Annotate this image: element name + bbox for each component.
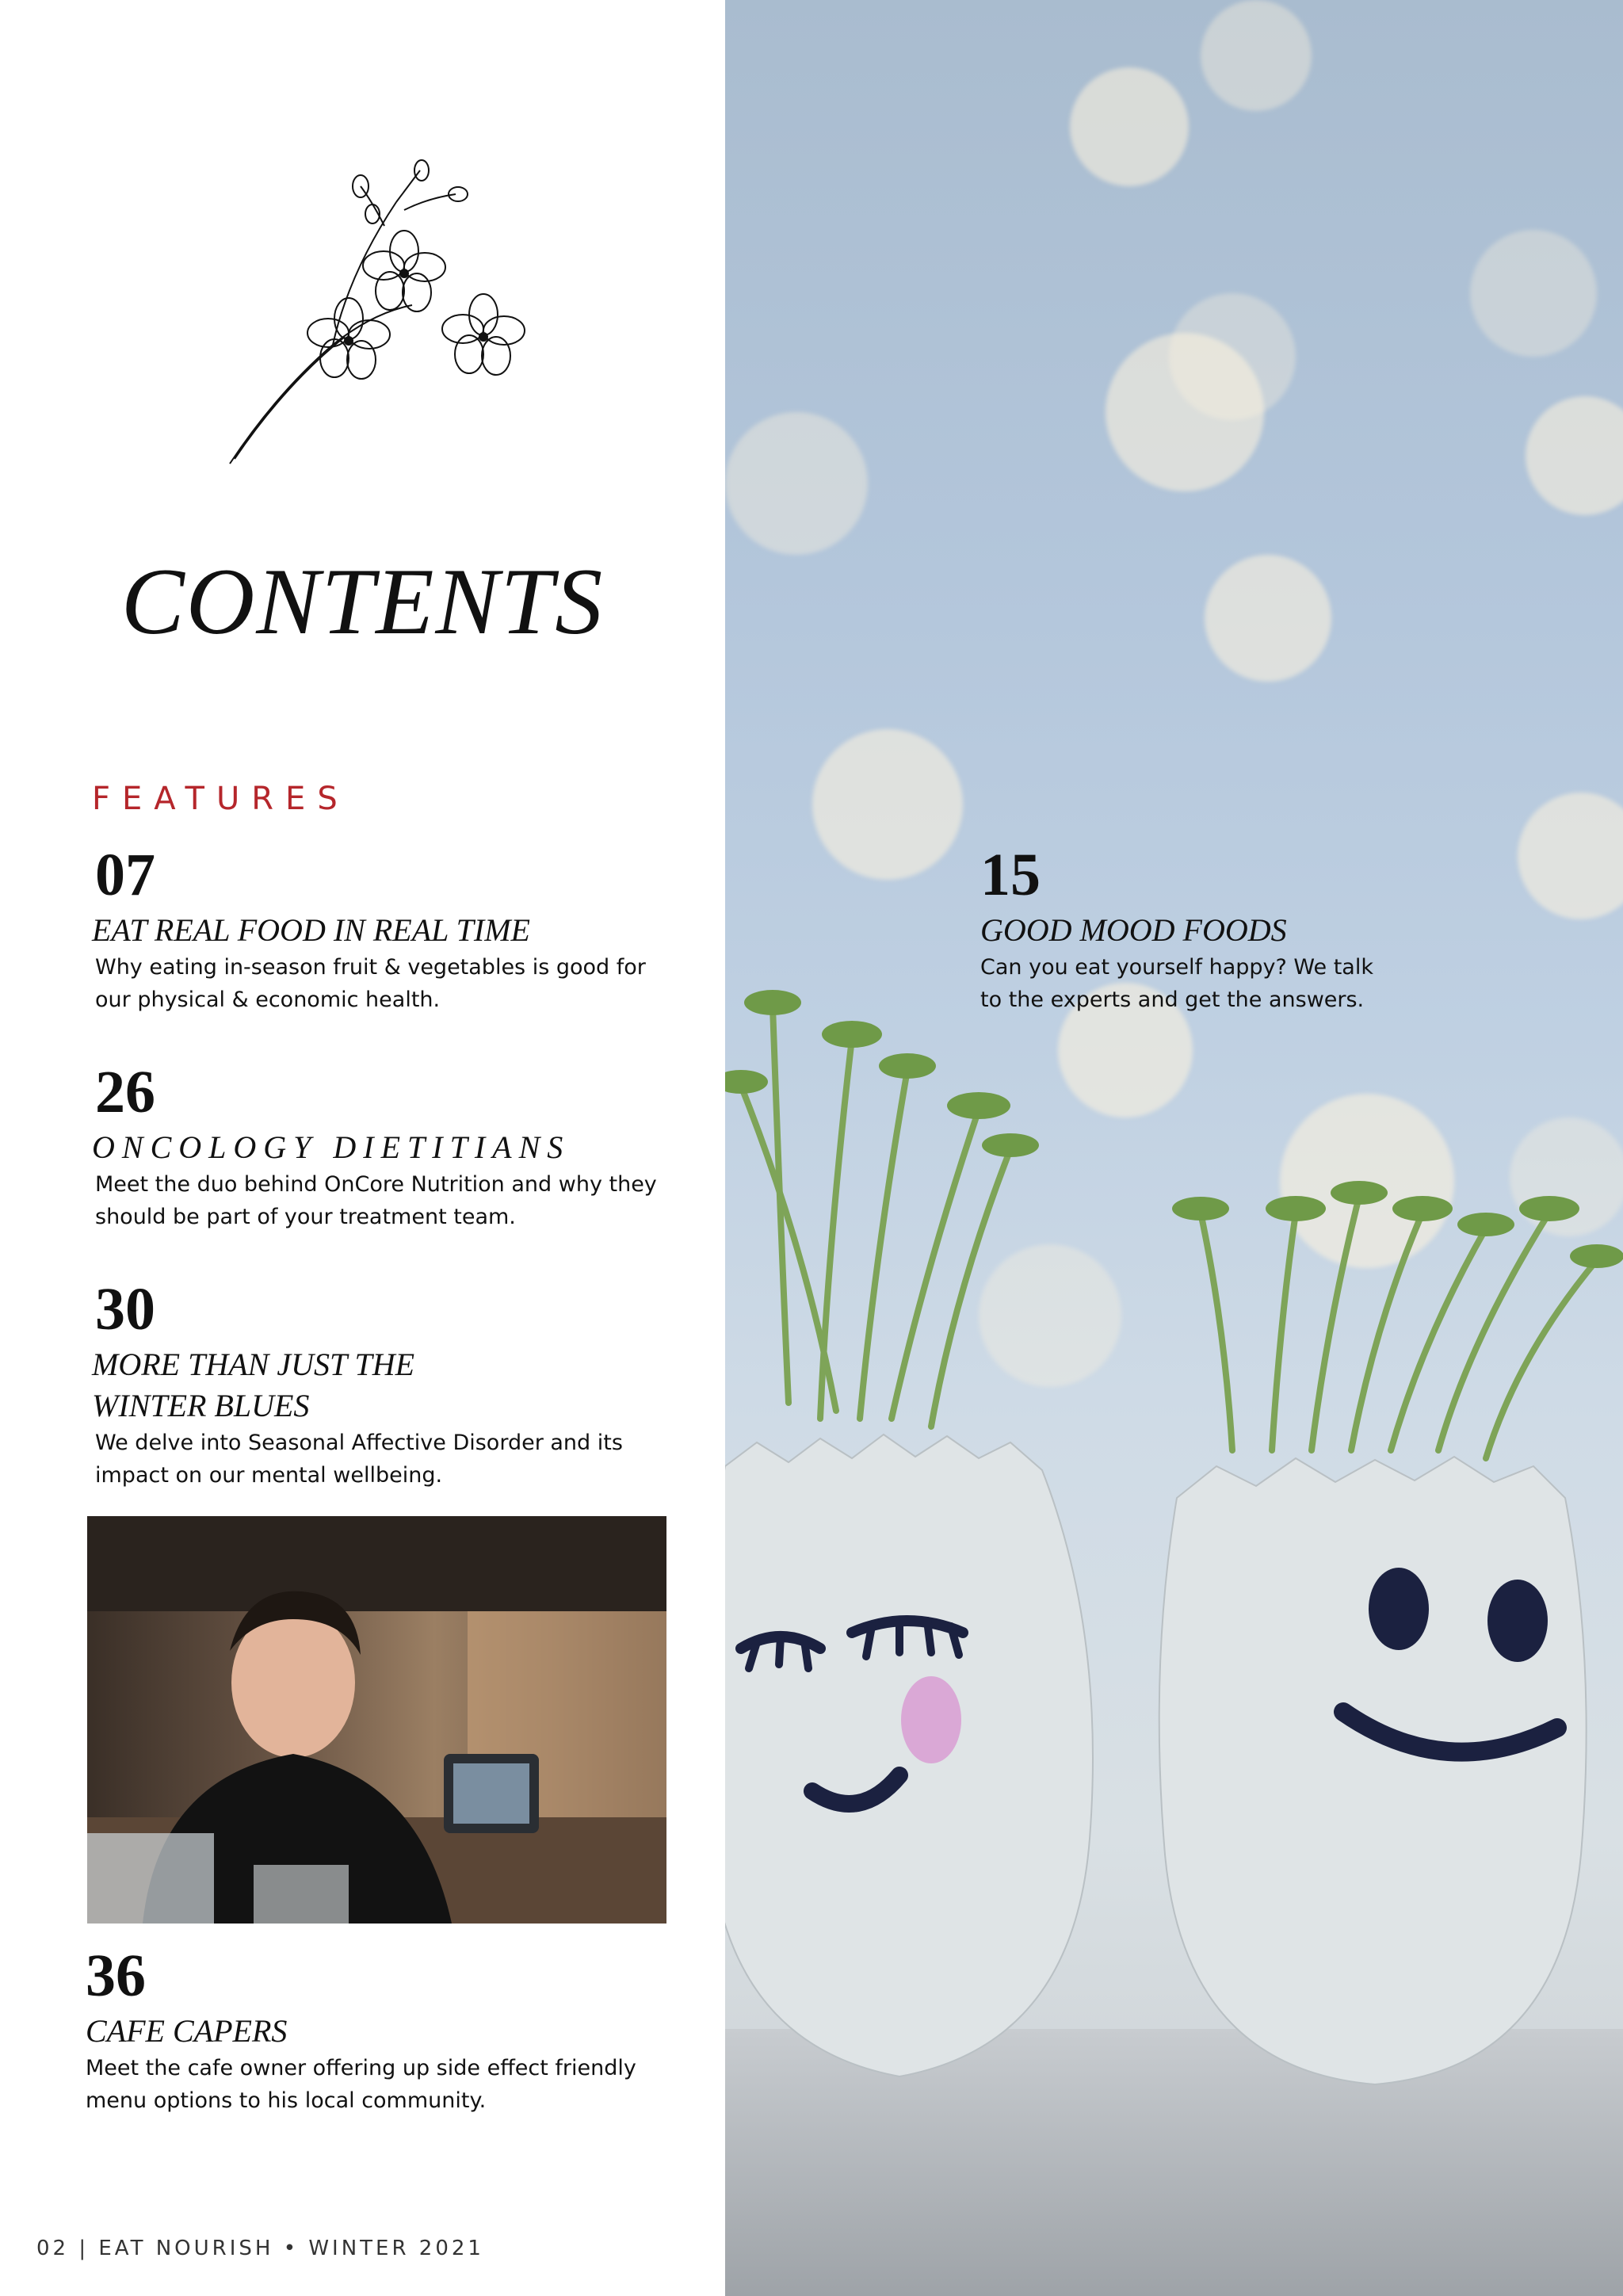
article-description-line: impact on our mental wellbeing. [95, 1463, 443, 1488]
article-page-number: 30 [95, 1276, 155, 1343]
article-description-line: Meet the cafe owner offering up side effect friendly [86, 2056, 636, 2080]
article-description-line: We delve into Seasonal Affective Disorder and its [95, 1431, 623, 1455]
article-entry[interactable] [92, 842, 646, 1016]
article-title: GOOD MOOD FOODS [980, 912, 1287, 948]
article-description-line: menu options to his local community. [86, 2088, 487, 2113]
flower-branch-icon [214, 155, 547, 472]
page-title: CONTENTS [120, 548, 605, 654]
section-label: FEATURES [92, 781, 349, 817]
article-description-line: to the experts and get the answers. [980, 988, 1365, 1012]
article-entry[interactable] [86, 1943, 636, 2117]
smiling-egg-icon [1145, 1411, 1589, 2092]
cafe-photo [87, 1516, 666, 1924]
article-page-number: 07 [95, 842, 155, 908]
article-title-line: WINTER BLUES [92, 1388, 310, 1423]
winking-egg-icon [725, 1395, 1106, 2092]
article-page-number: 15 [980, 842, 1041, 908]
article-title: CAFE CAPERS [86, 2013, 288, 2049]
article-page-number: 36 [86, 1943, 146, 2009]
article-description-line: Can you eat yourself happy? We talk [980, 955, 1373, 980]
article-title: EAT REAL FOOD IN REAL TIME [92, 912, 530, 948]
article-description-line: should be part of your treatment team. [95, 1205, 516, 1229]
article-title-line: MORE THAN JUST THE [92, 1347, 415, 1382]
smiling-man-photo-icon [87, 1516, 666, 1924]
left-column [0, 0, 725, 2296]
article-entry[interactable] [980, 842, 1373, 1016]
article-description-line: Why eating in-season fruit & vegetables is good for [95, 955, 646, 980]
article-entry[interactable] [92, 1059, 657, 1233]
background-photo [725, 0, 1623, 2296]
page-footer: 02 | EAT NOURISH • WINTER 2021 [36, 2237, 484, 2260]
article-page-number: 26 [95, 1059, 155, 1125]
article-title: ONCOLOGY DIETITIANS [92, 1129, 571, 1165]
article-description-line: our physical & economic health. [95, 988, 441, 1012]
article-description-line: Meet the duo behind OnCore Nutrition and why they [95, 1172, 657, 1197]
article-entry[interactable] [92, 1276, 623, 1492]
